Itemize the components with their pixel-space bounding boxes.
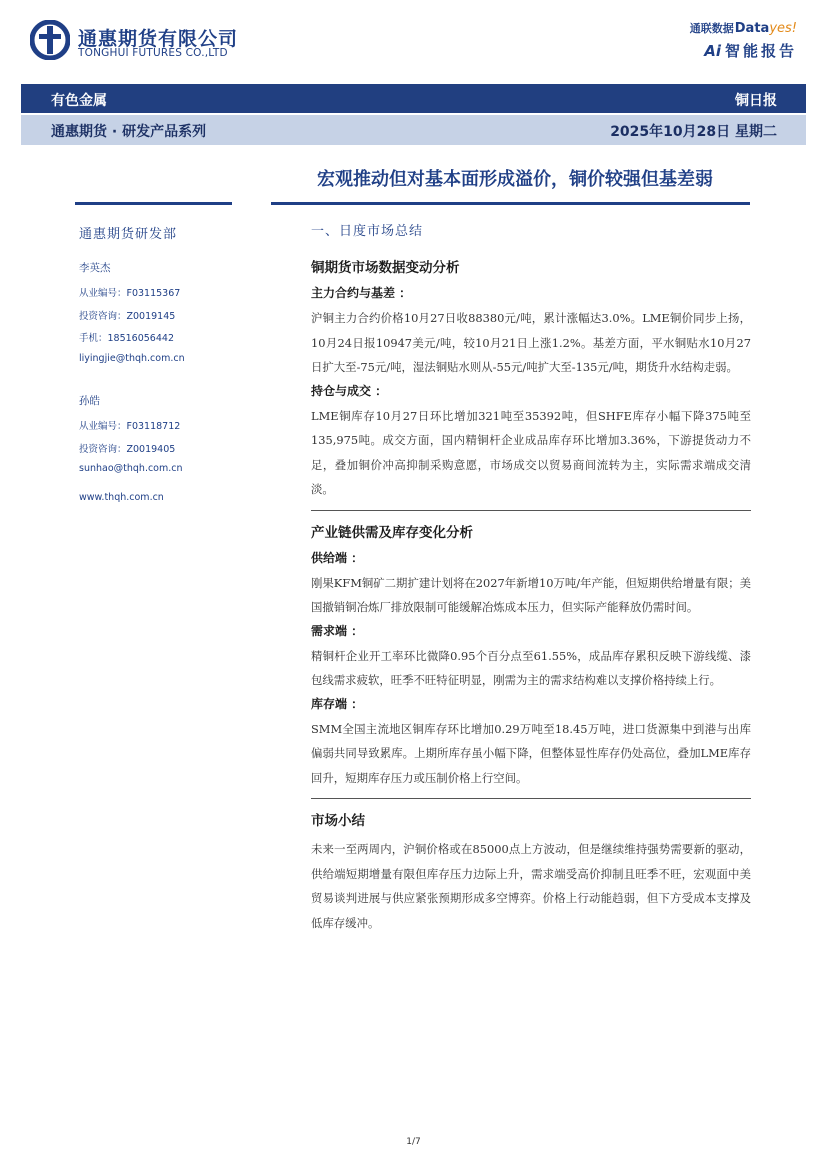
author-license: 从业编号：F03115367 <box>79 288 181 299</box>
website-link[interactable]: www.thqh.com.cn <box>79 491 164 503</box>
subsection-heading: 市场小结 <box>311 813 365 829</box>
ai-report-label: 智能报告 <box>724 42 797 60</box>
category-bar <box>21 84 806 113</box>
report-date: 2025年10月28日 星期二 <box>610 124 777 140</box>
page-title: 宏观推动但对基本面形成溢价，铜价较强但基差弱 <box>317 169 713 190</box>
partner-logo <box>690 20 797 36</box>
company-name-cn: 通惠期货有限公司 <box>78 28 239 50</box>
subsection-heading: 产业链供需及库存变化分析 <box>311 524 473 541</box>
item-label: 供给端 ： <box>311 550 364 565</box>
report-type-label: 铜日报 <box>735 93 777 109</box>
department-name: 通惠期货研发部 <box>79 227 178 242</box>
item-paragraph: 精铜杆企业开工率环比微降0.95个百分点至61.55%，成品库存累积反映下游线缆、漆包线需求疲软，旺季不旺特征明显，刚需为主的需求结构难以支撑价格持续上行。 <box>311 648 751 687</box>
item-label: 需求端 ： <box>311 623 364 638</box>
author-sidebar <box>79 223 259 503</box>
item-paragraph: 刚果KFM铜矿二期扩建计划将在2027年新增10万吨/年产能，但短期供给增量有限；美国撤销铜冶炼厂排放限制可能缓解冶炼成本压力，但实际产能释放仍需时间。 <box>311 575 751 614</box>
section-heading: 一、日度市场总结 <box>311 224 424 239</box>
partner-name-yes: yes! <box>769 21 797 36</box>
item-paragraph: LME铜库存10月27日环比增加321吨至35392吨，但SHFE库存小幅下降375吨至135,975吨。成交方面，国内精铜杆企业成品库存环比增加3.36%，下游提货动力不足，叠加铜价冲高抑制采购意愿，市场成交以贸易商间流转为主，实际需求端成交清淡。 <box>311 408 751 496</box>
author-name: 孙皓 <box>79 395 100 407</box>
item-paragraph: 沪铜主力合约价格10月27日收88380元/吨，累计涨幅达3.0%。LME铜价同步上扬，10月24日报10947美元/吨，较10月21日上涨1.2%。基差方面，平水铜贴水10月27日扩大至-75元/吨，湿法铜贴水则从-55元/吨扩大至-135元/吨，期货升水结构走弱。 <box>311 311 751 374</box>
series-bar <box>21 115 806 145</box>
title-divider <box>271 202 750 205</box>
item-label: 库存端 ： <box>311 696 364 711</box>
ai-tag: Ai <box>704 42 721 60</box>
author-name: 李英杰 <box>79 262 111 274</box>
ai-report-badge <box>704 40 797 61</box>
item-paragraph: SMM全国主流地区铜库存环比增加0.29万吨至18.45万吨，进口货源集中到港与出库偏弱共同导致累库。上期所库存虽小幅下降，但整体显性库存仍处高位，叠加LME库存回升，短期库存压力或压制价格上行空间。 <box>311 721 751 785</box>
company-name-en: TONGHUI FUTURES CO.,LTD <box>78 47 228 59</box>
section-divider <box>311 510 751 511</box>
author-phone: 手机：18516056442 <box>79 333 174 344</box>
author-email-link[interactable]: sunhao@thqh.com.cn <box>79 463 183 474</box>
subsection-heading: 铜期货市场数据变动分析 <box>311 260 460 276</box>
author-consult: 投资咨询：Z0019405 <box>79 443 176 455</box>
sidebar-divider <box>75 202 232 205</box>
item-label: 主力合约与基差 ： <box>311 286 412 300</box>
author-consult: 投资咨询：Z0019145 <box>79 310 176 322</box>
partner-name-en: Data <box>734 21 770 36</box>
author-license: 从业编号：F03118712 <box>79 421 181 432</box>
section-divider <box>311 798 751 799</box>
company-logo-icon <box>30 20 70 60</box>
page-number: 1/7 <box>406 1137 421 1147</box>
summary-paragraph: 未来一至两周内，沪铜价格或在85000点上方波动，但是继续维持强势需要新的驱动，供给端短期增量有限但库存压力边际上升，需求端受高价抑制且旺季不旺，宏观面中美贸易谈判进展与供应紧张预期形成多空博弈。价格上行动能趋弱，但下方受成本支撑及低库存缓冲。 <box>311 842 751 930</box>
category-label: 有色金属 <box>51 93 107 109</box>
item-label: 持仓与成交 ： <box>311 383 388 398</box>
report-body <box>311 220 751 936</box>
author-email-link[interactable]: liyingjie@thqh.com.cn <box>79 352 185 364</box>
partner-name-cn: 通联数据 <box>689 22 734 35</box>
series-label: 通惠期货 · 研发产品系列 <box>51 124 207 140</box>
